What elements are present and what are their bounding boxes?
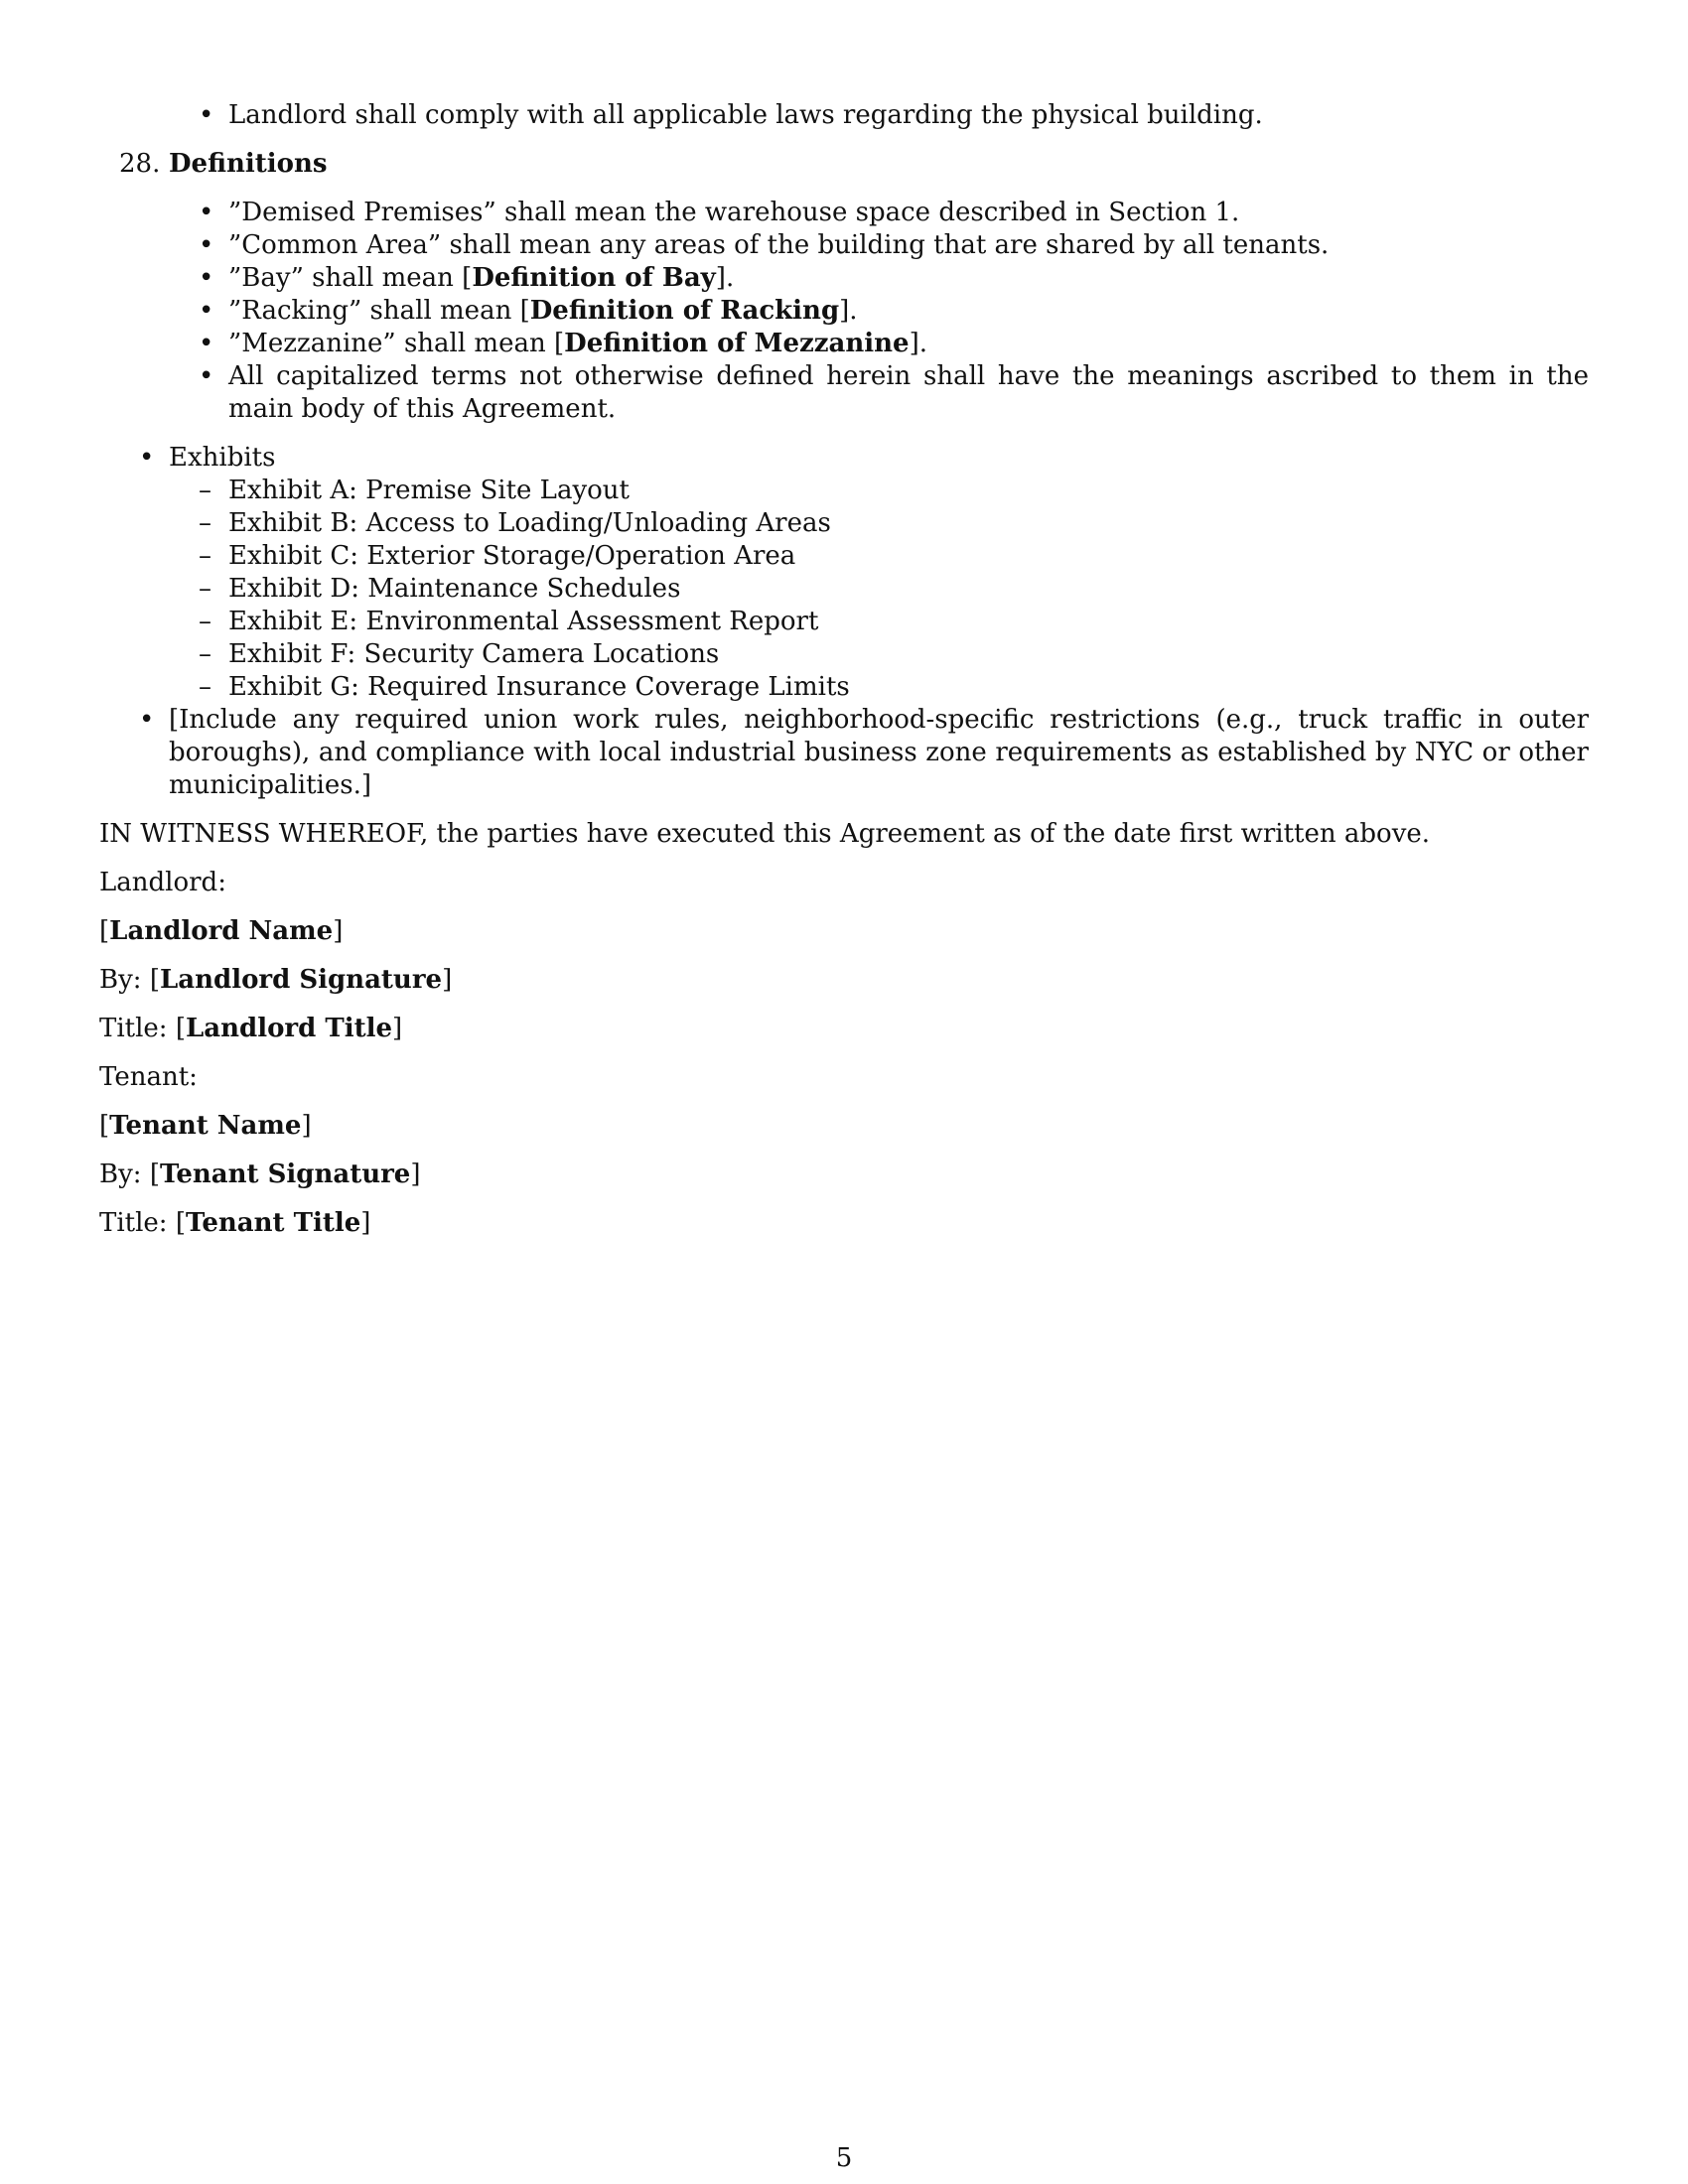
- exhibit-item: [199, 606, 1589, 638]
- bullet-icon: •: [139, 705, 155, 735]
- bullet-icon: •: [199, 296, 214, 326]
- exhibit-text: Exhibit A: Premise Site Layout: [228, 476, 630, 505]
- definition-text: [228, 295, 1589, 328]
- definition-item: [199, 229, 1589, 262]
- tenant-signature-field: Tenant Signature: [159, 1160, 411, 1189]
- exhibit-item: [199, 573, 1589, 606]
- definition-text: [228, 262, 1589, 295]
- definition-item: [199, 197, 1589, 229]
- list-item: [199, 99, 1589, 132]
- exhibit-item: [199, 475, 1589, 507]
- exhibits-label: Exhibits: [169, 443, 276, 473]
- landlord-label: Landlord:: [99, 868, 226, 897]
- definition-placeholder: Definition of Racking: [529, 296, 840, 326]
- landlord-name-field: Landlord Name: [109, 916, 334, 946]
- list-item: [139, 704, 1589, 802]
- exhibit-text: Exhibit G: Required Insurance Coverage Limits: [228, 672, 850, 702]
- definition-pre: ”Common Area” shall mean any areas of the building that are shared by all tenants.: [228, 230, 1330, 260]
- exhibit-text: Exhibit C: Exterior Storage/Operation Area: [228, 541, 796, 571]
- definition-post: ].: [715, 263, 735, 293]
- exhibits-list: [99, 475, 1589, 704]
- definition-item: [199, 295, 1589, 328]
- definition-text: [228, 197, 1589, 229]
- definition-pre: ”Mezzanine” shall mean [: [228, 329, 565, 358]
- definition-post: ].: [909, 329, 928, 358]
- landlord-name: [Landlord Name]: [99, 916, 344, 946]
- definition-text: [228, 328, 1589, 360]
- definition-text: [228, 229, 1589, 262]
- landlord-title: Title: [Landlord Title]: [99, 1014, 403, 1043]
- document-page: [99, 99, 1589, 1240]
- tenant-name-field: Tenant Name: [109, 1111, 302, 1141]
- exhibit-item: [199, 671, 1589, 704]
- bullet-icon: •: [199, 198, 214, 227]
- tenant-title: Title: [Tenant Title]: [99, 1208, 371, 1238]
- title-label: Title:: [99, 1014, 168, 1043]
- list-item-text: Landlord shall comply with all applicable laws regarding the physical building.: [228, 100, 1263, 130]
- bullet-icon: •: [199, 230, 214, 260]
- dash-icon: –: [199, 508, 211, 538]
- bullet-icon: •: [139, 443, 155, 473]
- exhibit-text: Exhibit B: Access to Loading/Unloading Areas: [228, 508, 831, 538]
- definition-item: [199, 328, 1589, 360]
- tenant-label: Tenant:: [99, 1062, 198, 1092]
- definitions-list: [99, 197, 1589, 426]
- tenant-by: By: [Tenant Signature]: [99, 1160, 421, 1189]
- landlord-signature-field: Landlord Signature: [159, 965, 443, 995]
- definition-item: [199, 360, 1589, 426]
- exhibits-block: [99, 442, 1589, 802]
- bullet-icon: •: [199, 263, 214, 293]
- bullet-icon: •: [199, 100, 214, 130]
- exhibit-text: Exhibit E: Environmental Assessment Report: [228, 607, 819, 636]
- landlord-title-field: Landlord Title: [186, 1014, 393, 1043]
- dash-icon: –: [199, 574, 211, 604]
- dash-icon: –: [199, 541, 211, 571]
- tenant-title-field: Tenant Title: [186, 1208, 361, 1238]
- by-label: By:: [99, 965, 142, 995]
- dash-icon: –: [199, 476, 211, 505]
- bullet-icon: •: [199, 329, 214, 358]
- section-number: 28.: [119, 149, 161, 179]
- definition-item: [199, 262, 1589, 295]
- definition-placeholder: Definition of Bay: [472, 263, 716, 293]
- definition-pre: All capitalized terms not otherwise defined herein shall have the meanings ascribed to them in the main body of this Agreement.: [228, 361, 1589, 424]
- by-label: By:: [99, 1160, 142, 1189]
- definition-pre: ”Bay” shall mean [: [228, 263, 473, 293]
- landlord-by: By: [Landlord Signature]: [99, 965, 453, 995]
- list-item: [139, 442, 1589, 475]
- bullet-icon: •: [199, 361, 214, 391]
- definition-pre: ”Demised Premises” shall mean the warehouse space described in Section 1.: [228, 198, 1240, 227]
- dash-icon: –: [199, 672, 211, 702]
- page-number: 5: [835, 2143, 853, 2173]
- exhibit-text: Exhibit D: Maintenance Schedules: [228, 574, 681, 604]
- section-heading: Definitions: [169, 149, 328, 179]
- definition-placeholder: Definition of Mezzanine: [564, 329, 910, 358]
- exhibit-item: [199, 540, 1589, 573]
- note-text: [Include any required union work rules, neighborhood-specific restrictions (e.g., truck traffic in outer boroughs), and compliance with local industrial business zone requirements as established by NYC or other municipalities.]: [169, 705, 1589, 800]
- tenant-name: [Tenant Name]: [99, 1111, 312, 1141]
- exhibit-item: [199, 507, 1589, 540]
- definition-pre: ”Racking” shall mean [: [228, 296, 530, 326]
- dash-icon: –: [199, 607, 211, 636]
- exhibit-item: [199, 638, 1589, 671]
- dash-icon: –: [199, 639, 211, 669]
- section-definitions: [119, 148, 1589, 181]
- exhibit-text: Exhibit F: Security Camera Locations: [228, 639, 720, 669]
- title-label: Title:: [99, 1208, 168, 1238]
- definition-text: [228, 360, 1589, 426]
- witness-clause: IN WITNESS WHEREOF, the parties have executed this Agreement as of the date first written above.: [99, 819, 1431, 849]
- definition-post: ].: [839, 296, 858, 326]
